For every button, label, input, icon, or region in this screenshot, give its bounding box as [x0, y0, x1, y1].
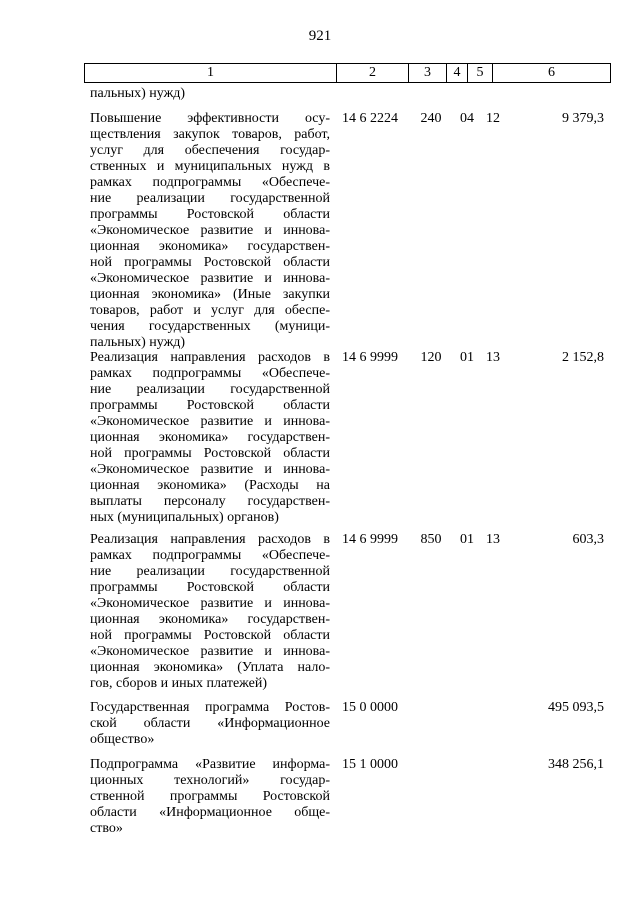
- description-line: «Экономическое развитие и иннова-: [90, 596, 330, 611]
- description-line: ние реализации государственной: [90, 564, 330, 579]
- row-description: [90, 700, 330, 748]
- description-line: Повышение эффективности осу-: [90, 111, 330, 126]
- row-code: 15 1 0000: [342, 757, 398, 772]
- description-line: ществления закупок товаров, работ,: [90, 127, 330, 142]
- row-rz: 01: [460, 350, 474, 365]
- continued-text: пальных) нужд): [90, 86, 186, 101]
- description-line: рамках подпрограммы «Обеспече-: [90, 175, 330, 190]
- row-sum: 2 152,8: [562, 350, 604, 365]
- description-line: Подпрограмма «Развитие информа-: [90, 757, 330, 772]
- row-description: [90, 757, 330, 837]
- description-line: ционная экономика» (Уплата нало-: [90, 660, 330, 675]
- description-line: ционная экономика» (Расходы на: [90, 478, 330, 493]
- row-sum: 603,3: [572, 532, 604, 547]
- description-line: выплаты персоналу государствен-: [90, 494, 330, 509]
- description-line: рамках подпрограммы «Обеспече-: [90, 548, 330, 563]
- header-col-3: 3: [409, 64, 447, 82]
- description-line: общество»: [90, 732, 155, 747]
- description-line: рамках подпрограммы «Обеспече-: [90, 366, 330, 381]
- description-line: «Экономическое развитие и иннова-: [90, 271, 330, 286]
- description-line: Реализация направления расходов в: [90, 532, 330, 547]
- description-line: ционная экономика» (Иные закупки: [90, 287, 330, 302]
- description-line: ных (муниципальных) органов): [90, 510, 279, 525]
- header-col-5: 5: [468, 64, 493, 82]
- description-line: программы Ростовской области: [90, 398, 330, 413]
- description-line: ционная экономика» государствен-: [90, 430, 330, 445]
- row-description: [90, 111, 330, 351]
- row-pr: 13: [486, 532, 500, 547]
- row-vr: 120: [420, 350, 442, 365]
- header-col-2: 2: [337, 64, 409, 82]
- description-line: ство»: [90, 821, 123, 836]
- description-line: ной программы Ростовской области: [90, 446, 330, 461]
- row-description: [90, 350, 330, 526]
- header-col-4: 4: [447, 64, 468, 82]
- description-line: программы Ростовской области: [90, 207, 330, 222]
- description-line: ние реализации государственной: [90, 382, 330, 397]
- row-code: 14 6 9999: [342, 532, 398, 547]
- description-line: услуг для обеспечения государ-: [90, 143, 330, 158]
- row-vr: 240: [420, 111, 442, 126]
- description-line: ской области «Информационное: [90, 716, 330, 731]
- description-line: товаров, работ и услуг для обеспе-: [90, 303, 330, 318]
- row-vr: 850: [420, 532, 442, 547]
- description-line: ной программы Ростовской области: [90, 628, 330, 643]
- description-line: ственной программы Ростовской: [90, 789, 330, 804]
- row-code: 14 6 2224: [342, 111, 398, 126]
- row-rz: 04: [460, 111, 474, 126]
- page-number: 921: [308, 28, 332, 44]
- description-line: чения государственных (муници-: [90, 319, 330, 334]
- header-col-6: 6: [548, 65, 555, 80]
- description-line: Государственная программа Ростов-: [90, 700, 330, 715]
- row-pr: 12: [486, 111, 500, 126]
- row-pr: 13: [486, 350, 500, 365]
- header-col-1: 1: [85, 64, 337, 82]
- description-line: ционных технологий» государ-: [90, 773, 330, 788]
- table-header-row: [84, 63, 611, 83]
- description-line: ственных и муниципальных нужд в: [90, 159, 330, 174]
- description-line: ционная экономика» государствен-: [90, 612, 330, 627]
- row-code: 15 0 0000: [342, 700, 398, 715]
- description-line: области «Информационное обще-: [90, 805, 330, 820]
- row-sum: 348 256,1: [548, 757, 604, 772]
- description-line: «Экономическое развитие и иннова-: [90, 644, 330, 659]
- description-line: «Экономическое развитие и иннова-: [90, 223, 330, 238]
- description-line: Реализация направления расходов в: [90, 350, 330, 365]
- description-line: программы Ростовской области: [90, 580, 330, 595]
- row-sum: 9 379,3: [562, 111, 604, 126]
- row-description: [90, 532, 330, 692]
- description-line: «Экономическое развитие и иннова-: [90, 414, 330, 429]
- row-code: 14 6 9999: [342, 350, 398, 365]
- row-rz: 01: [460, 532, 474, 547]
- description-line: ной программы Ростовской области: [90, 255, 330, 270]
- row-sum: 495 093,5: [548, 700, 604, 715]
- description-line: ние реализации государственной: [90, 191, 330, 206]
- description-line: ционная экономика» государствен-: [90, 239, 330, 254]
- description-line: пальных) нужд): [90, 335, 186, 350]
- description-line: «Экономическое развитие и иннова-: [90, 462, 330, 477]
- description-line: гов, сборов и иных платежей): [90, 676, 268, 691]
